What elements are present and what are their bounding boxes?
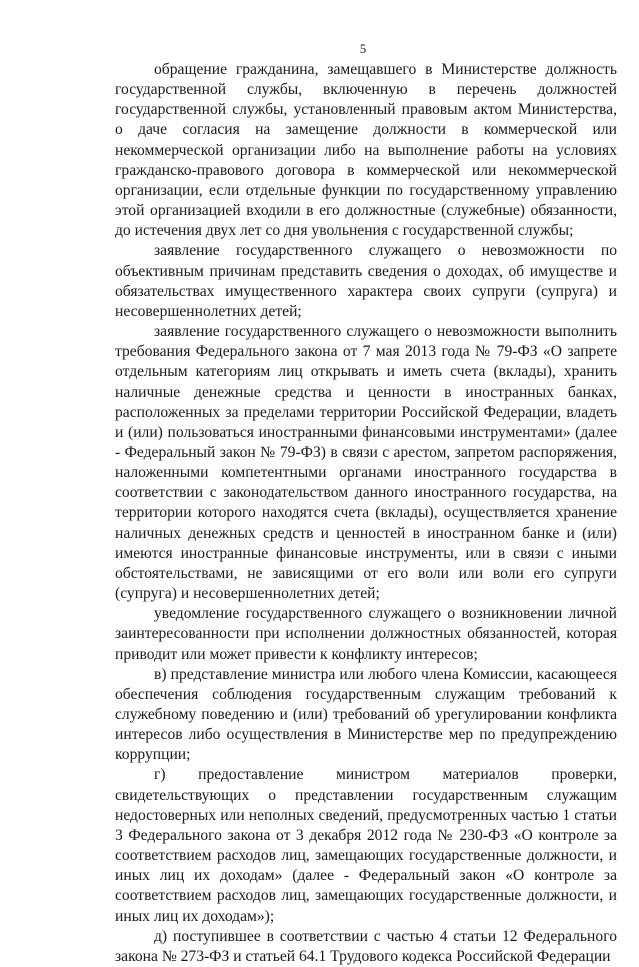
paragraph: д) поступившее в соответствии с частью 4 статьи 12 Федерального закона № 273-ФЗ и статьей 64.1 Трудового кодекса Российской Федерации	[115, 927, 617, 965]
paragraph: уведомление государственного служащего о возникновении личной заинтересованности при исполнении должностных обязанностей, которая приводит или может привести к конфликту интересов;	[115, 605, 617, 663]
paragraph: обращение гражданина, замещавшего в Министерстве должность государственной службы, включенную в перечень должностей государственной службы, установленный правовым актом Министерства, о даче согласия на замещение должности в коммерческой или некоммерческой организации либо на выполнение работы на условиях гражданско-правового договора в коммерческой или некоммерческой организации, если отдельные функции по государственному управлению этой организацией входили в его должностные (служебные) обязанности, до истечения двух лет со дня увольнения с государственной службы;	[115, 61, 617, 240]
page-number: 5	[359, 42, 367, 56]
paragraph: г) предоставление министром материалов проверки, свидетельствующих о представлении государственным служащим недостоверных или неполных сведений, предусмотренных частью 1 статьи 3 Федерального закона от 3 декабря 2012 года № 230-ФЗ «О контроле за соответствием расходов лиц, замещающих государственные должности, и иных лиц их доходам» (далее - Федеральный закон «О контроле за соответствием расходов лиц, замещающих государственные должности, и иных лиц их доходам»);	[115, 766, 617, 925]
document-body	[115, 60, 617, 967]
paragraph: заявление государственного служащего о невозможности выполнить требования Федерального закона от 7 мая 2013 года № 79-ФЗ «О запрете отдельным категориям лиц открывать и иметь счета (вклады), хранить наличные денежные средства и ценности в иностранных банках, расположенных за пределами территории Российской Федерации, владеть и (или) пользоваться иностранными финансовыми инструментами» (далее - Федеральный закон № 79-ФЗ) в связи с арестом, запретом распоряжения, наложенными компетентными органами иностранного государства в соответствии с законодательством данного иностранного государства, на территории которого находятся счета (вклады), осуществляется хранение наличных денежных средств и ценностей в иностранном банке и (или) имеются иностранные финансовые инструменты, или в связи с иными обстоятельствами, не зависящими от его воли или воли его супруги (супруга) и несовершеннолетних детей;	[115, 323, 617, 603]
paragraph: в) представление министра или любого члена Комиссии, касающееся обеспечения соблюдения государственным служащим требований к служебному поведению и (или) требований об урегулировании конфликта интересов либо осуществления в Министерстве мер по предупреждению коррупции;	[115, 665, 617, 764]
paragraph: заявление государственного служащего о невозможности по объективным причинам представить сведения о доходах, об имуществе и обязательствах имущественного характера своих супруги (супруга) и несовершеннолетних детей;	[115, 242, 617, 320]
